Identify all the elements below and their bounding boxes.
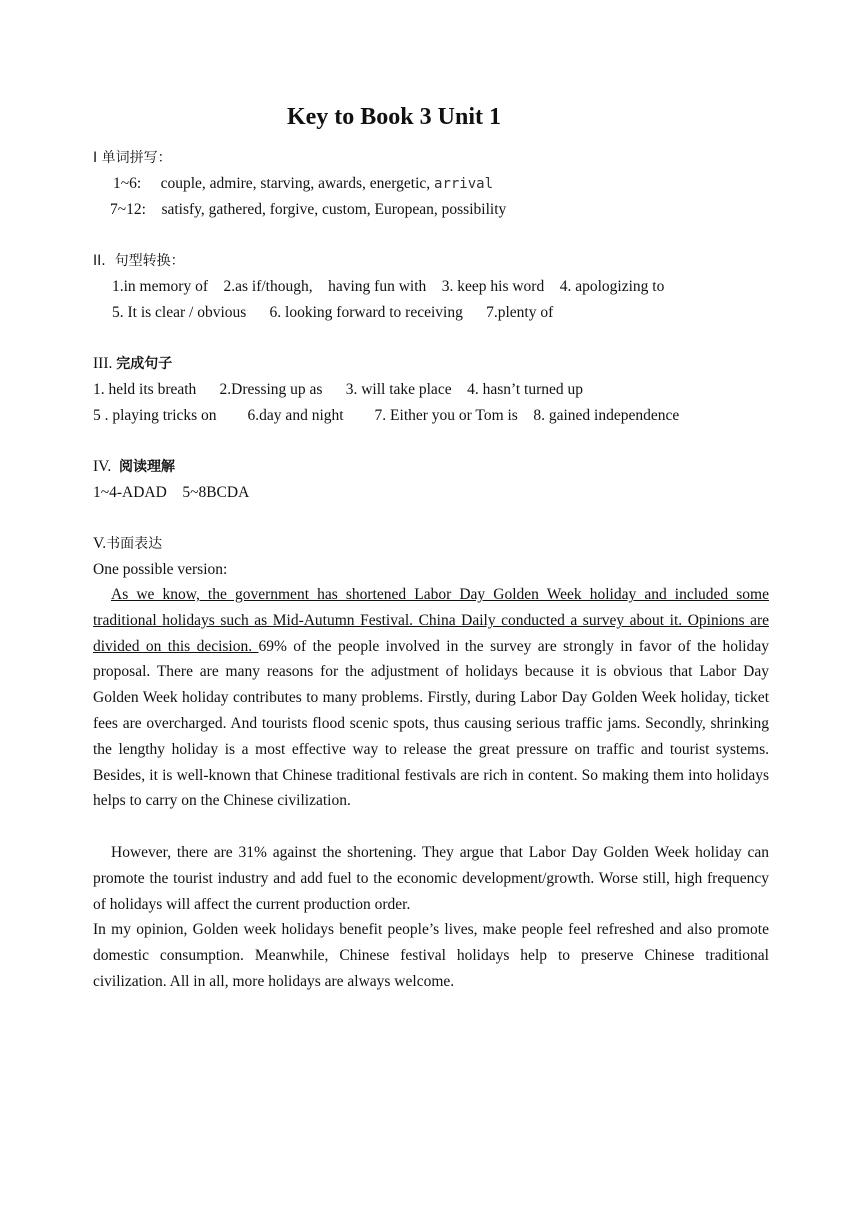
section-v-title: 书面表达: [106, 536, 163, 552]
section-v-heading: [93, 534, 162, 554]
section-ii-heading: II. 句型转换：: [93, 253, 185, 269]
section-i-line-2: 7~12: satisfy, gathered, forgive, custom, European, possibility: [110, 201, 507, 218]
document-title: Key to Book 3 Unit 1: [286, 104, 501, 130]
section-iii-heading: [93, 354, 172, 374]
section-iii-number: III.: [93, 355, 117, 372]
essay-paragraph-1-rest: 69% of the people involved in the survey are strongly in favor of the holiday proposal. There are many reasons for the adjustment of holidays because it is obvious that Labor Day Golden Week holiday contributes to many problems. Firstly, during Labor Day Golden Week holiday, ticket fees are overcharged. And tourists flood scenic spots, thus causing serious traffic jams. Secondly, shrinking the lengthy holiday is a most effective way to release the great pressure on traffic and tourist systems. Besides, it is well-known that Chinese traditional festivals are rich in content. So making them into holidays helps to carry on the Chinese civilization.: [93, 637, 769, 810]
essay-paragraph-1: [93, 582, 769, 814]
section-ii-line-2: 5. It is clear / obvious 6. looking forward to receiving 7.plenty of: [112, 304, 554, 321]
section-i-line-1: [113, 174, 493, 194]
essay-paragraph-2: However, there are 31% against the shortening. They argue that Labor Day Golden Week holiday can promote the tourist industry and add fuel to the economic development/growth. Worse still, high frequency of holidays will affect the current production order.: [93, 844, 769, 913]
section-ii-line-1: 1.in memory of 2.as if/though, having fun with 3. keep his word 4. apologizing to: [112, 278, 665, 295]
section-iv-number: IV.: [93, 458, 119, 475]
essay-paragraph-3: In my opinion, Golden week holidays benefit people’s lives, make people feel refreshed and also promote domestic consumption. Meanwhile, Chinese festival holidays help to preserve Chinese traditional civilization. All in all, more holidays are always welcome.: [93, 921, 769, 990]
section-iii-line-1: 1. held its breath 2.Dressing up as 3. will take place 4. hasn’t turned up: [93, 381, 584, 398]
section-i-line-1-text: 1~6: couple, admire, starving, awards, energetic,: [113, 175, 435, 192]
essay-intro: One possible version:: [93, 561, 228, 578]
section-v-number: V.: [93, 535, 107, 552]
section-iii-line-2: 5 . playing tricks on 6.day and night 7. Either you or Tom is 8. gained independence: [93, 407, 680, 424]
section-iii-title: 完成句子: [116, 356, 173, 372]
section-i-heading: I 单词拼写：: [93, 150, 172, 166]
section-iv-title: 阅读理解: [118, 459, 175, 475]
section-iv-heading: [93, 457, 175, 477]
section-iv-answers: 1~4-ADAD 5~8BCDA: [93, 484, 250, 501]
essay-paragraph-1-underlined: As we know, the government has shortened Labor Day Golden Week holiday and included some traditional holidays such as Mid-Autumn Festival. China Daily conducted a survey about it. Opinions are divided on this decision.: [93, 586, 769, 655]
section-i-line-1-last-word: arrival: [434, 176, 494, 192]
